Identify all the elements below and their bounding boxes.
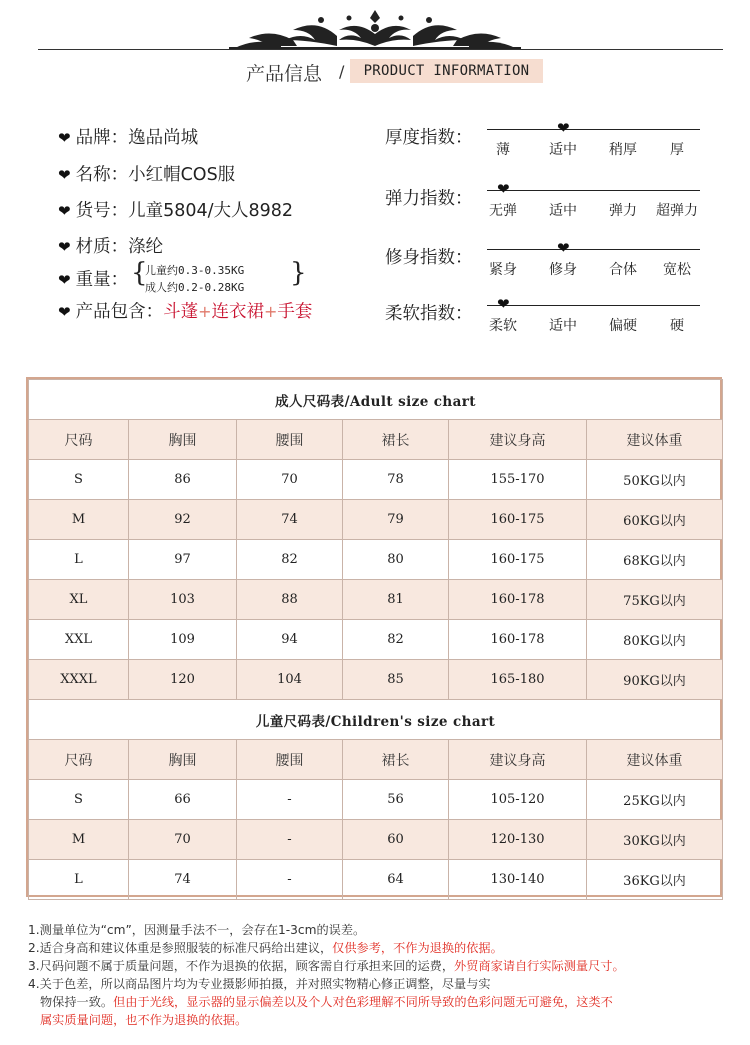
weight-child: 儿童约0.3-0.35KG [145,264,245,277]
table-cell: 165-180 [449,660,587,700]
table-row [29,500,723,540]
table-cell: L [29,860,129,900]
table-cell: 腰围 [237,740,343,780]
info-contents [58,298,312,323]
table-cell: M [29,500,129,540]
index-option: 稍厚 [609,142,637,158]
note-4-text: 物保持一致。 [40,995,114,1009]
index-option: 紧身 [489,262,517,278]
note-4-end [40,1011,247,1028]
index-marker-heart-icon: ❤ [557,119,570,137]
table-row [29,460,723,500]
plus-sign: + [263,302,278,321]
table-cell: 36KG以内 [587,860,723,900]
table-row [29,620,723,660]
note-4-highlight: 但由于光线，显示器的显示偏差以及个人对色彩理解不同所导致的色彩问题无可避免，这类不 [113,995,613,1009]
table-cell: L [29,540,129,580]
index-option: 适中 [549,318,577,334]
index-option: 厚 [670,142,684,158]
info-brand [58,124,198,149]
table-cell: 50KG以内 [587,460,723,500]
table-caption-row [29,700,723,740]
table-cell: 尺码 [29,420,129,460]
heart-icon: ❤ [58,166,71,184]
plus-sign: + [198,302,212,321]
heart-icon: ❤ [58,271,71,289]
index-label: 修身指数： [385,248,473,268]
table-cell: 130-140 [449,860,587,900]
table-cell: 92 [129,500,237,540]
table-cell: 81 [343,580,449,620]
table-cell: 裙长 [343,420,449,460]
index-label: 厚度指数： [385,128,473,148]
table-cell: 腰围 [237,420,343,460]
page-title: 产品信息 [246,63,323,85]
table-cell: 80 [343,540,449,580]
table-cell: 160-175 [449,540,587,580]
index-scale-line [487,305,700,306]
table-cell: 155-170 [449,460,587,500]
size-chart [26,377,722,897]
index-marker-heart-icon: ❤ [557,239,570,257]
index-label: 弹力指数： [385,189,473,209]
table-caption: 儿童尺码表/Children's size chart [29,700,723,740]
table-cell: XXL [29,620,129,660]
size-table [28,379,723,900]
weight-adult: 成人约0.2-0.28KG [145,281,245,294]
decorative-ornament [225,6,525,50]
table-cell: 25KG以内 [587,780,723,820]
table-cell: 建议身高 [449,740,587,780]
index-label: 柔软指数： [385,304,473,324]
table-cell: - [237,820,343,860]
table-cell: 68KG以内 [587,540,723,580]
item-no-text: 货号：儿童5804/大人8982 [75,201,294,221]
note-2 [28,939,503,956]
table-row [29,780,723,820]
note-4-highlight-end: 属实质量问题，也不作为退换的依据。 [40,1013,248,1027]
contents-item: 连衣裙 [211,302,264,322]
page-title-english: PRODUCT INFORMATION [350,59,543,83]
contents-item: 手套 [277,302,313,322]
table-cell: 75KG以内 [587,580,723,620]
table-cell: 82 [343,620,449,660]
index-scale-line [487,249,700,250]
note-2-highlight: 仅供参考，不作为退换的依据。 [332,941,503,955]
table-cell: 胸围 [129,420,237,460]
note-3-text: 3.尺码问题不属于质量问题，不作为退换的依据，顾客需自行承担来回的运费， [28,959,455,973]
table-cell: 裙长 [343,740,449,780]
index-option: 适中 [549,203,577,219]
table-cell: 60 [343,820,449,860]
table-cell: XL [29,580,129,620]
table-cell: 建议体重 [587,740,723,780]
index-marker-heart-icon: ❤ [497,180,510,198]
index-option: 适中 [549,142,577,158]
name-text: 名称：小红帽COS服 [75,165,236,185]
info-item-no [58,197,293,222]
brand-text: 品牌：逸品尚城 [75,128,199,148]
index-option: 修身 [549,262,577,278]
table-cell: 85 [343,660,449,700]
table-cell: 105-120 [449,780,587,820]
title-separator: / [339,62,345,81]
table-cell: 64 [343,860,449,900]
table-cell: 66 [129,780,237,820]
table-cell: 88 [237,580,343,620]
header-rule [38,49,723,50]
table-cell: 97 [129,540,237,580]
table-cell: - [237,860,343,900]
table-cell: 160-178 [449,580,587,620]
index-option: 弹力 [609,203,637,219]
table-cell: 60KG以内 [587,500,723,540]
table-cell: 74 [129,860,237,900]
weight-brace-right: } [290,258,307,288]
table-caption-row [29,380,723,420]
weight-brace-left: { [131,258,148,288]
note-4: 4.关于色差，所以商品图片均为专业摄影师拍摄，并对照实物精心修正调整，尽量与实 [28,977,491,991]
table-cell: S [29,780,129,820]
table-cell: S [29,460,129,500]
table-row [29,420,723,460]
table-cell: 94 [237,620,343,660]
heart-icon: ❤ [58,202,71,220]
table-caption: 成人尺码表/Adult size chart [29,380,723,420]
heart-icon: ❤ [58,303,71,321]
table-row [29,740,723,780]
note-4-cont [40,993,613,1010]
material-text: 材质：涤纶 [75,237,164,257]
info-weight [58,266,128,291]
table-row [29,660,723,700]
table-cell: 120 [129,660,237,700]
note-3 [28,957,625,974]
index-marker-heart-icon: ❤ [497,295,510,313]
index-scale-line [487,190,700,191]
table-cell: 79 [343,500,449,540]
table-row [29,580,723,620]
table-cell: 82 [237,540,343,580]
weight-label: 重量： [75,270,129,290]
table-cell: 胸围 [129,740,237,780]
index-option: 超弹力 [656,203,698,219]
table-cell: 90KG以内 [587,660,723,700]
index-option: 无弹 [489,203,517,219]
note-2-text: 2.适合身高和建议体重是参照服装的标准尺码给出建议， [28,941,333,955]
table-cell: 尺码 [29,740,129,780]
index-scale-line [487,129,700,130]
table-cell: - [237,780,343,820]
table-cell: 70 [129,820,237,860]
index-option: 偏硬 [609,318,637,334]
table-cell: 120-130 [449,820,587,860]
table-cell: 70 [237,460,343,500]
table-cell: 80KG以内 [587,620,723,660]
index-option: 柔软 [489,318,517,334]
info-name [58,161,235,186]
table-row [29,540,723,580]
table-cell: 78 [343,460,449,500]
table-cell: 109 [129,620,237,660]
index-option: 宽松 [663,262,691,278]
table-row [29,860,723,900]
table-cell: XXXL [29,660,129,700]
contents-item: 斗蓬 [163,302,199,322]
table-cell: 160-175 [449,500,587,540]
index-option: 硬 [670,318,684,334]
table-cell: 104 [237,660,343,700]
table-cell: 30KG以内 [587,820,723,860]
table-cell: 86 [129,460,237,500]
contents-label: 产品包含： [75,302,164,322]
note-1: 1.测量单位为“cm”，因测量手法不一，会存在1-3cm的误差。 [28,923,366,937]
table-cell: 建议身高 [449,420,587,460]
index-option: 合体 [609,262,637,278]
table-cell: M [29,820,129,860]
table-cell: 建议体重 [587,420,723,460]
heart-icon: ❤ [58,238,71,256]
table-row [29,820,723,860]
info-material [58,233,163,258]
heart-icon: ❤ [58,129,71,147]
note-3-highlight: 外贸商家请自行实际测量尺寸。 [454,959,625,973]
index-option: 薄 [496,142,510,158]
table-cell: 103 [129,580,237,620]
table-cell: 74 [237,500,343,540]
table-cell: 56 [343,780,449,820]
table-cell: 160-178 [449,620,587,660]
